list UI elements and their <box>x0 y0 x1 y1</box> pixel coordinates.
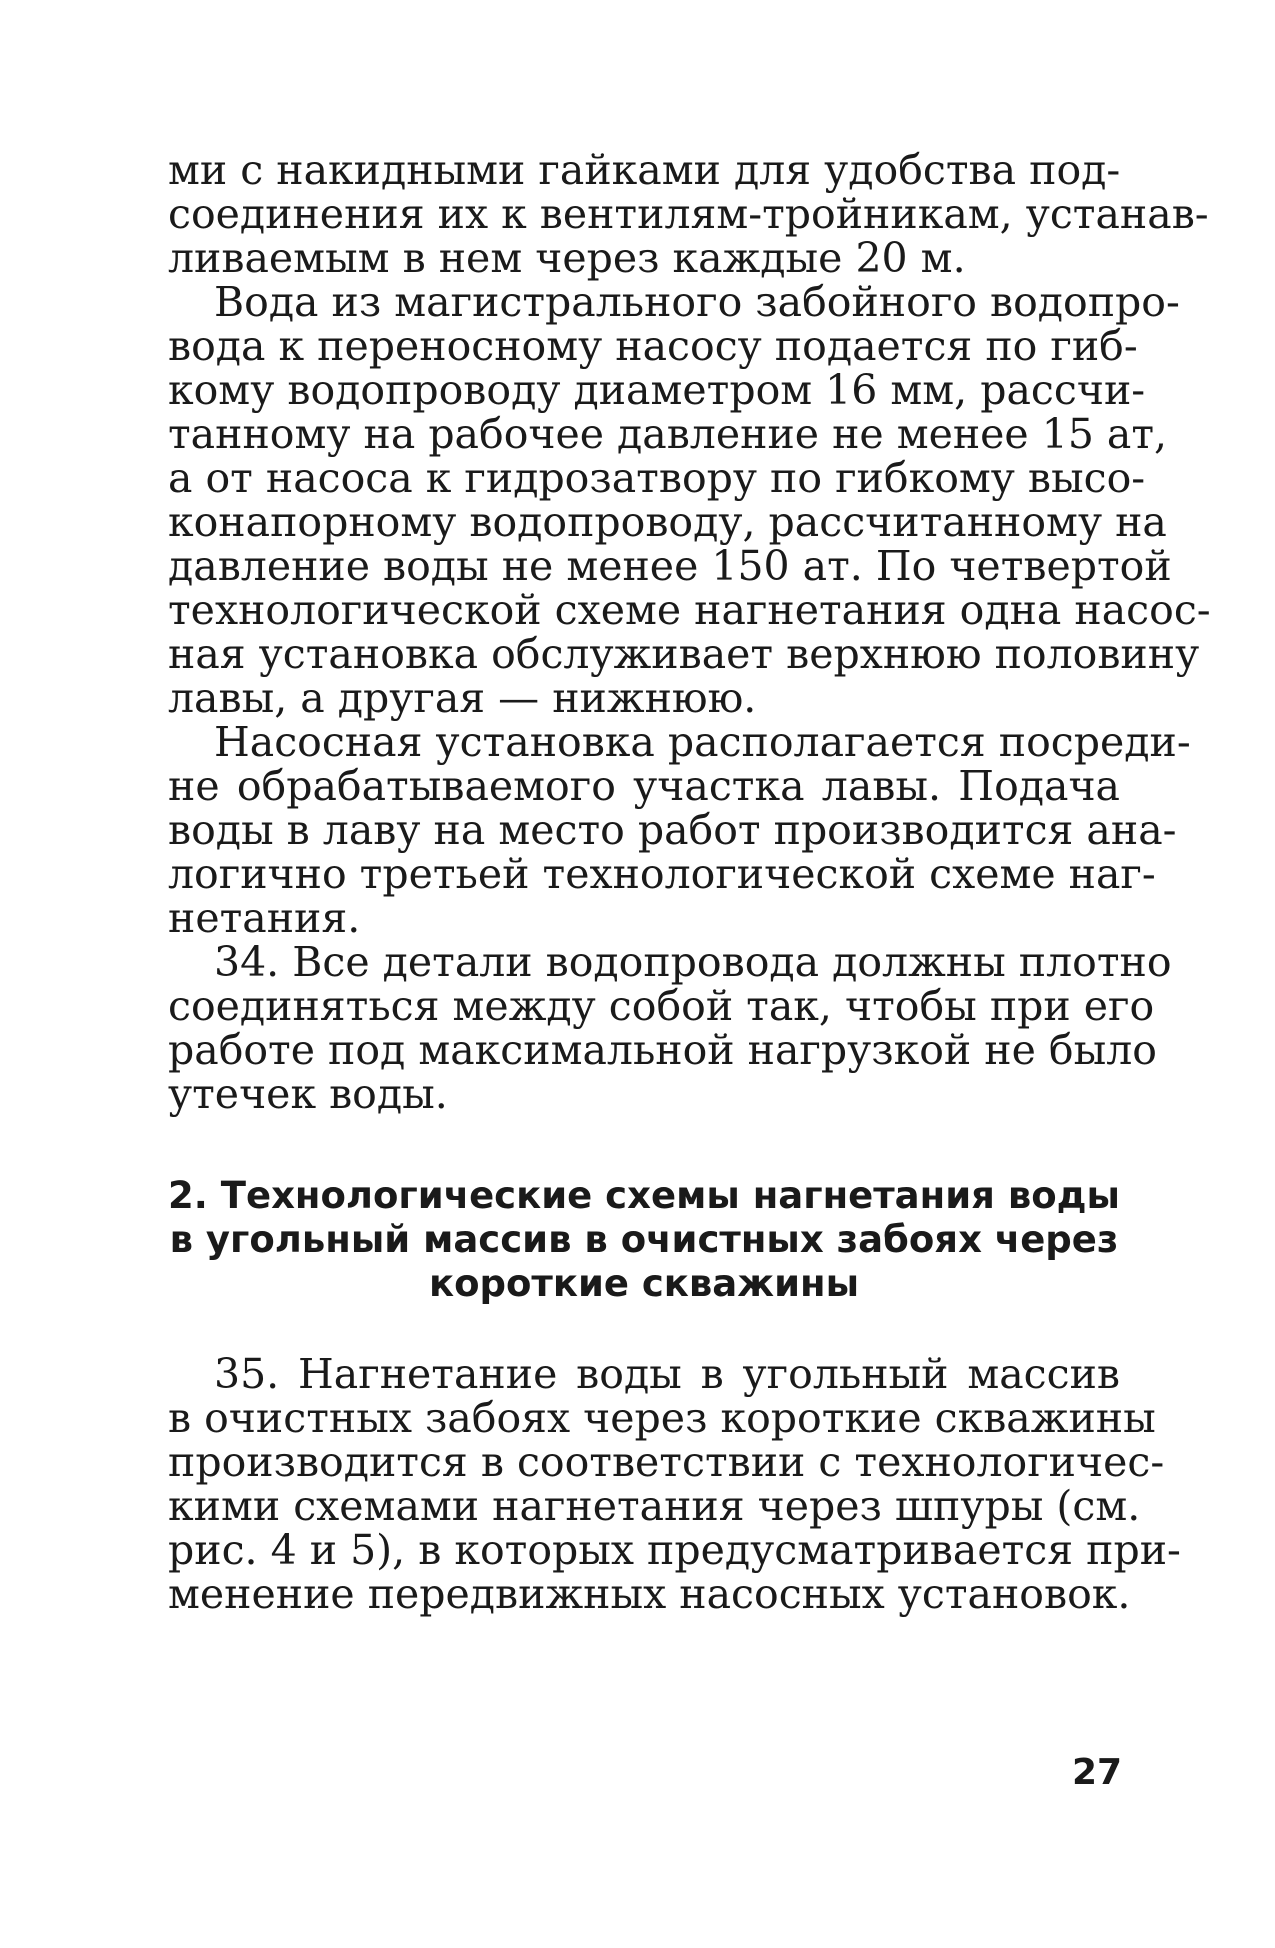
text-line: 35. Нагнетание воды в угольный массив <box>214 1350 1120 1398</box>
text-line: нетания. <box>168 894 361 942</box>
page-number: 27 <box>1072 1752 1123 1793</box>
text-line: рис. 4 и 5), в которых предусматривается при- <box>168 1526 1181 1574</box>
text-line: соединения их к вентилям-тройникам, устанав- <box>168 190 1209 238</box>
heading-line: 2. Технологические схемы нагнетания воды <box>168 1174 1120 1217</box>
text-line: производится в соответствии с технологичес- <box>168 1438 1165 1486</box>
text-line: ливаемым в нем через каждые 20 м. <box>168 234 966 282</box>
text-line: давление воды не менее 150 ат. По четвертой <box>168 542 1172 590</box>
text-line: кими схемами нагнетания через шпуры (см. <box>168 1482 1141 1530</box>
text-line: не обрабатываемого участка лавы. Подача <box>168 762 1120 810</box>
text-line: утечек воды. <box>168 1070 448 1118</box>
text-line: а от насоса к гидрозатвору по гибкому высо- <box>168 454 1146 502</box>
text-line: лавы, а другая — нижнюю. <box>168 674 757 722</box>
text-line: ная установка обслуживает верхнюю половину <box>168 630 1200 678</box>
text-line: соединяться между собой так, чтобы при его <box>168 982 1155 1030</box>
paragraph-item-34 <box>168 938 1172 1118</box>
heading-line: короткие скважины <box>428 1262 860 1305</box>
paragraph-pump-location <box>168 718 1191 942</box>
text-line: в очистных забоях через короткие скважины <box>168 1394 1156 1442</box>
text-line: танному на рабочее давление не менее 15 ат, <box>168 410 1168 458</box>
page-content <box>168 146 1211 1618</box>
paragraph-continuation <box>168 146 1209 282</box>
text-line: Вода из магистрального забойного водопро- <box>214 278 1180 326</box>
text-line: кому водопроводу диаметром 16 мм, рассчи- <box>168 366 1146 414</box>
text-line: 34. Все детали водопровода должны плотно <box>214 938 1172 986</box>
heading-line: в угольный массив в очистных забоях через <box>169 1218 1119 1261</box>
text-line: ми с накидными гайками для удобства под- <box>168 146 1121 194</box>
text-line: вода к переносному насосу подается по гиб- <box>168 322 1138 370</box>
text-line: воды в лаву на место работ производится ана- <box>168 806 1177 854</box>
paragraph-item-35 <box>168 1350 1181 1618</box>
text-line: Насосная установка располагается посреди- <box>214 718 1191 766</box>
text-line: технологической схеме нагнетания одна насос- <box>168 586 1211 634</box>
text-line: конапорному водопроводу, рассчитанному на <box>168 498 1167 546</box>
paragraph-water-supply <box>168 278 1211 722</box>
text-line: работе под максимальной нагрузкой не было <box>168 1026 1157 1074</box>
text-line: логично третьей технологической схеме наг- <box>168 850 1156 898</box>
section-heading <box>168 1174 1120 1306</box>
text-line: менение передвижных насосных установок. <box>168 1570 1131 1618</box>
